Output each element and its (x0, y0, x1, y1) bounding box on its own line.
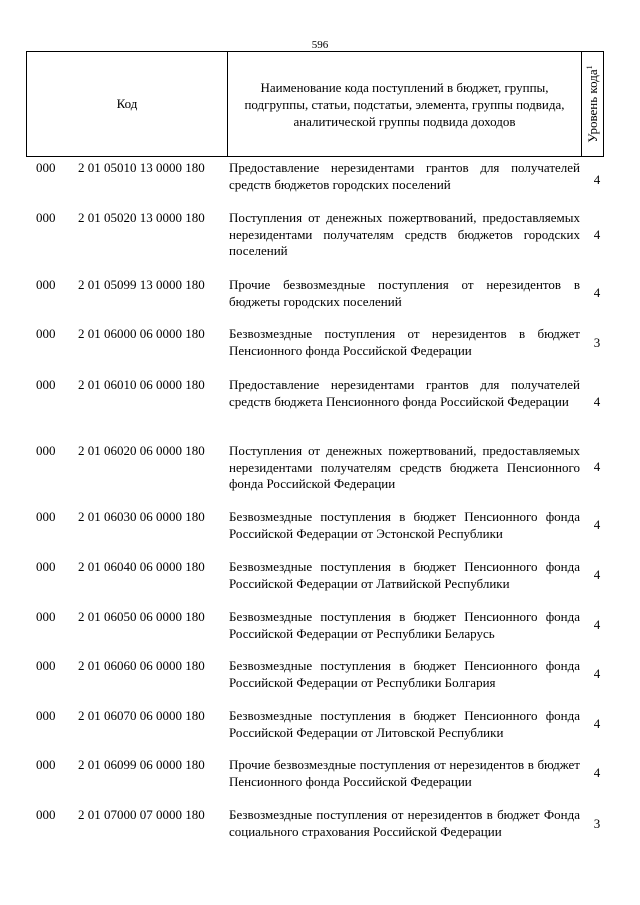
row-prefix: 000 (36, 160, 56, 175)
row-level: 4 (593, 716, 601, 731)
row-code: 2 01 05099 13 0000 180 (78, 277, 205, 292)
row-prefix: 000 (36, 277, 56, 292)
row-prefix: 000 (36, 377, 56, 392)
row-code: 2 01 06060 06 0000 180 (78, 658, 205, 673)
header-level-label: Уровень кода (585, 69, 601, 143)
row-level: 3 (593, 816, 601, 831)
row-name: Безвозмездные поступления от нерезидентов в бюджет Пенсионного фонда Российской Федерации (229, 326, 580, 358)
row-code: 2 01 05020 13 0000 180 (78, 210, 205, 225)
row-prefix: 000 (36, 807, 56, 822)
row-level: 4 (593, 285, 601, 300)
row-name: Безвозмездные поступления от нерезидентов в бюджет Фонда социального страхования Российской Федерации (229, 807, 580, 839)
row-name: Прочие безвозмездные поступления от нерезидентов в бюджет Пенсионного фонда Российской Федерации (229, 757, 580, 789)
row-code: 2 01 06040 06 0000 180 (78, 559, 205, 574)
row-name: Поступления от денежных пожертвований, предоставляемых нерезидентами получателям средств бюджета Пенсионного фонда Российской Федерации (229, 443, 580, 491)
header-code: Код (27, 52, 228, 156)
row-name: Предоставление нерезидентами грантов для получателей средств бюджета Пенсионного фонда Российской Федерации (229, 377, 580, 409)
page-number: 596 (311, 39, 329, 51)
row-code: 2 01 07000 07 0000 180 (78, 807, 205, 822)
row-name: Безвозмездные поступления в бюджет Пенсионного фонда Российской Федерации от Латвийской Республики (229, 559, 580, 591)
row-prefix: 000 (36, 658, 56, 673)
row-name: Прочие безвозмездные поступления от нерезидентов в бюджеты городских поселений (229, 277, 580, 309)
row-level: 4 (593, 765, 601, 780)
row-level: 4 (593, 567, 601, 582)
row-name: Безвозмездные поступления в бюджет Пенсионного фонда Российской Федерации от Эстонской Республики (229, 509, 580, 541)
row-level: 4 (593, 227, 601, 242)
row-name: Безвозмездные поступления в бюджет Пенсионного фонда Российской Федерации от Литовской Республики (229, 708, 580, 740)
row-level: 4 (593, 517, 601, 532)
row-code: 2 01 06099 06 0000 180 (78, 757, 205, 772)
row-prefix: 000 (36, 609, 56, 624)
row-prefix: 000 (36, 708, 56, 723)
table-header (26, 51, 604, 157)
row-name: Безвозмездные поступления в бюджет Пенсионного фонда Российской Федерации от Республики Беларусь (229, 609, 580, 641)
row-level: 4 (593, 394, 601, 409)
header-level-text (585, 65, 601, 142)
row-name: Поступления от денежных пожертвований, предоставляемых нерезидентами получателям средств бюджетов городских поселений (229, 210, 580, 258)
row-level: 4 (593, 617, 601, 632)
row-prefix: 000 (36, 326, 56, 341)
row-code: 2 01 06050 06 0000 180 (78, 609, 205, 624)
row-code: 2 01 05010 13 0000 180 (78, 160, 205, 175)
row-level: 3 (593, 335, 601, 350)
row-code: 2 01 06020 06 0000 180 (78, 443, 205, 458)
row-level: 4 (593, 666, 601, 681)
row-prefix: 000 (36, 443, 56, 458)
row-code: 2 01 06010 06 0000 180 (78, 377, 205, 392)
row-code: 2 01 06030 06 0000 180 (78, 509, 205, 524)
row-level: 4 (593, 172, 601, 187)
row-prefix: 000 (36, 509, 56, 524)
row-name: Предоставление нерезидентами грантов для получателей средств бюджетов городских поселений (229, 160, 580, 192)
row-prefix: 000 (36, 210, 56, 225)
row-prefix: 000 (36, 757, 56, 772)
row-code: 2 01 06000 06 0000 180 (78, 326, 205, 341)
row-code: 2 01 06070 06 0000 180 (78, 708, 205, 723)
header-level-footnote: 1 (584, 65, 594, 70)
header-name: Наименование кода поступлений в бюджет, группы, подгруппы, статьи, подстатьи, элемента, группы подвида, аналитической группы подвида доходов (228, 52, 582, 156)
row-level: 4 (593, 459, 601, 474)
row-name: Безвозмездные поступления в бюджет Пенсионного фонда Российской Федерации от Республики Болгария (229, 658, 580, 690)
row-prefix: 000 (36, 559, 56, 574)
header-level (583, 52, 603, 156)
